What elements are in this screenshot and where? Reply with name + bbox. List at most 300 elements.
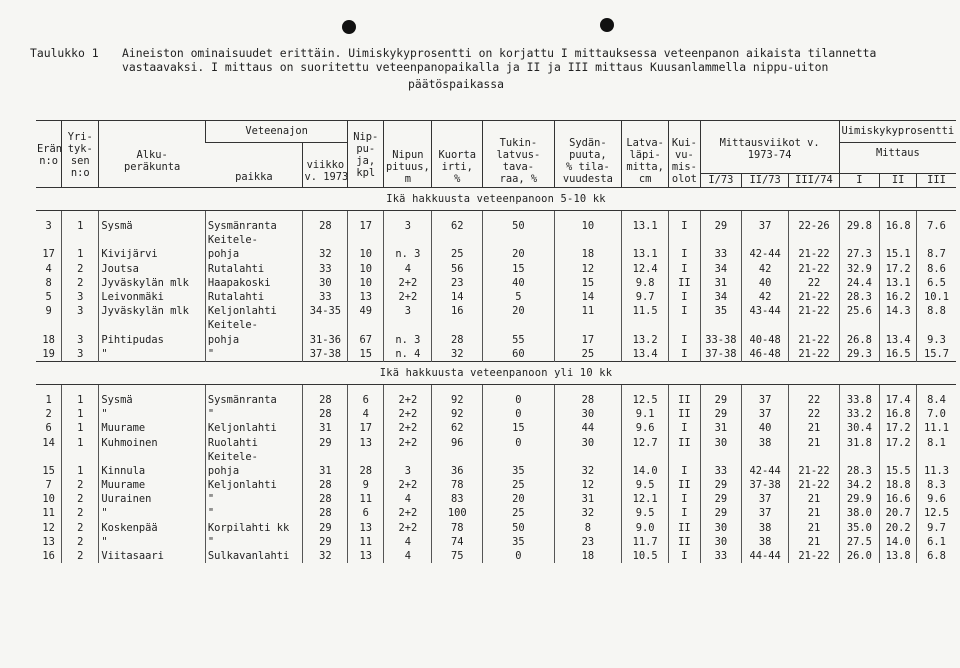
table-cell: 21 [789,421,840,435]
table-row [36,407,956,421]
table-cell [554,450,621,464]
table-cell: 33.8 [839,393,879,407]
table-row [36,492,956,506]
header-kuivumisolot: Kui- vu- mis- olot [669,121,700,188]
table-cell: 4 [45,262,52,275]
table-cell: Keljonlahti [205,478,303,492]
table-cell: 1 [45,393,52,406]
table-cell: 25 [482,478,554,492]
table-cell: 62 [432,421,482,435]
table-cell: 11 [348,535,384,549]
table-cell: 62 [432,219,482,233]
table-cell [839,233,879,247]
table-cell: 12 [554,478,621,492]
table-cell: 14 [432,290,482,304]
table-row [36,464,956,478]
table-cell: 21 [789,492,840,506]
table-cell: 8 [554,521,621,535]
table-cell [917,450,956,464]
table-cell: 37 [742,407,789,421]
table-cell: " [99,347,206,362]
table-cell: 28 [554,393,621,407]
table-cell: 26.8 [839,333,879,347]
table-cell: 17 [348,421,384,435]
table-cell: Ruolahti [205,435,303,449]
table-cell: 12.4 [622,262,669,276]
table-cell: 31.8 [839,435,879,449]
table-cell: 12.5 [622,393,669,407]
table-cell: 16.6 [880,492,917,506]
table-cell: 4 [384,535,432,549]
table-cell: " [205,407,303,421]
table-cell: 13.2 [622,333,669,347]
table-cell: 28 [348,464,384,478]
table-cell: 8.8 [917,304,956,318]
table-cell: Uurainen [99,492,206,506]
spacer-cell [554,384,621,393]
table-cell: 2 [45,408,52,421]
table-cell: 2 [62,492,99,506]
table-cell: 30 [303,276,348,290]
table-cell: II [669,435,700,449]
table-cell: 9.5 [622,478,669,492]
table-cell: 31-36 [303,333,348,347]
table-cell: 56 [432,262,482,276]
table-cell: 29.9 [839,492,879,506]
spacer-cell [348,384,384,393]
table-row [36,276,956,290]
table-cell: 9.0 [622,521,669,535]
table-cell: 15 [482,421,554,435]
table-cell: 33 [700,549,742,563]
table-row [36,478,956,492]
table-cell: 3 [62,290,99,304]
header-paikka: paikka [235,171,273,183]
table-cell: Sysmä [99,219,206,233]
table-cell: Korpilahti kk [205,521,303,535]
table-cell: 31 [700,421,742,435]
table-cell: 34.2 [839,478,879,492]
table-cell: II [669,276,700,290]
table-cell: 12.7 [622,435,669,449]
header-veteenajon: Veteenajon [205,121,347,143]
table-cell: 13 [42,535,55,548]
spacer-cell [742,384,789,393]
table-cell: 8.6 [917,262,956,276]
table-cell: I [669,421,700,435]
table-cell [669,318,700,332]
table-cell: 37 [742,506,789,520]
table-row [36,333,956,347]
table-cell: 6.1 [917,535,956,549]
table-cell: pohja [205,333,303,347]
table-cell: 26.0 [839,549,879,563]
header-tukin-latvustavaraa: Tukin- latvus- tava- raa, % [482,121,554,188]
header-mittaus-ii: II [880,174,917,188]
table-cell: Sysmä [99,393,206,407]
table-cell: Keitele- [205,450,303,464]
table-cell: Jyväskylän mlk [99,276,206,290]
table-cell: 22 [789,393,840,407]
table-cell: 1 [62,219,99,233]
table-row [36,549,956,563]
table-cell: 10.5 [622,549,669,563]
table-cell: 11 [348,492,384,506]
table-cell: 21 [789,435,840,449]
table-cell: 21-22 [789,262,840,276]
table-cell: 27.5 [839,535,879,549]
table-cell: 5 [482,290,554,304]
table-cell: 9.7 [622,290,669,304]
table-cell: 40 [742,276,789,290]
table-cell [303,450,348,464]
table-cell [742,233,789,247]
table-cell: 15 [42,464,55,477]
table-cell: I [669,464,700,478]
table-cell: 11.7 [622,535,669,549]
table-cell: 2+2 [384,521,432,535]
table-cell: " [205,492,303,506]
spacer-cell [432,211,482,220]
table-cell: 13 [348,549,384,563]
table-cell: 40 [482,276,554,290]
table-cell: Koskenpää [99,521,206,535]
table-cell [348,318,384,332]
table-cell: 29 [700,506,742,520]
table-row [36,421,956,435]
header-mittausviikot: Mittausviikot v. 1973-74 [700,121,839,174]
table-cell: 35.0 [839,521,879,535]
table-cell: 100 [432,506,482,520]
table-cell: 4 [348,407,384,421]
header-yritys: Yri- tyk- sen n:o [62,121,99,188]
table-cell: 11 [42,507,55,520]
table-cell: 10 [348,247,384,261]
table-cell: 33-38 [700,333,742,347]
table-cell: 30.4 [839,421,879,435]
table-cell: Muurame [99,478,206,492]
table-cell: 21-22 [789,304,840,318]
table-cell: 34-35 [303,304,348,318]
table-row [36,304,956,318]
table-cell: I [669,290,700,304]
spacer-cell [880,384,917,393]
table-cell: " [99,407,206,421]
table-cell: 11 [554,304,621,318]
table-row [36,318,956,332]
table-cell: 21-22 [789,333,840,347]
table-header [36,121,956,188]
spacer-cell [205,384,303,393]
table-cell: 28 [303,393,348,407]
spacer-cell [482,384,554,393]
spacer-cell [36,384,62,393]
table-cell: " [99,535,206,549]
table-cell: 10 [348,276,384,290]
table-cell: Sysmänranta [205,219,303,233]
table-cell [62,233,99,247]
table-cell [99,318,206,332]
table-cell: 24.4 [839,276,879,290]
table-row [36,535,956,549]
spacer-cell [622,211,669,220]
section-header-row [36,188,956,211]
table-cell: 2 [62,478,99,492]
table-cell: 9.1 [622,407,669,421]
table-cell [36,450,62,464]
table-cell: 7.6 [917,219,956,233]
spacer-cell [622,384,669,393]
table-cell: 34 [700,290,742,304]
table-cell: 29 [700,478,742,492]
table-cell: 49 [348,304,384,318]
table-cell: 1 [62,435,99,449]
spacer-cell [839,384,879,393]
table-cell: 13.8 [880,549,917,563]
table-cell: 20 [482,247,554,261]
table-cell [839,450,879,464]
table-cell: 13.1 [622,219,669,233]
spacer-cell [303,384,348,393]
table-cell: Joutsa [99,262,206,276]
table-cell [742,450,789,464]
table-cell: 2 [62,535,99,549]
table-cell: I [669,219,700,233]
table-cell: 21-22 [789,247,840,261]
table-cell: 33.2 [839,407,879,421]
table-cell: 78 [432,478,482,492]
table-cell: 7 [45,479,52,492]
header-eran: Erän n:o [36,121,62,188]
table-cell: 33 [303,262,348,276]
table-cell: 67 [348,333,384,347]
table-cell: " [205,535,303,549]
table-cell [789,450,840,464]
table-cell: Keitele- [205,318,303,332]
table-cell: 1 [62,393,99,407]
table-cell: II [669,521,700,535]
spacer-row [36,384,956,393]
table-cell: 22 [789,407,840,421]
table-cell: 3 [384,464,432,478]
table-cell: 9.7 [917,521,956,535]
table-cell: 37-38 [303,347,348,362]
table-cell: I [669,492,700,506]
table-cell: 4 [384,549,432,563]
table-cell: 35 [482,464,554,478]
table-cell [432,233,482,247]
header-kuorta-irti: Kuorta irti, % [432,121,482,188]
punch-hole-dot [600,18,614,32]
table-cell: 14.3 [880,304,917,318]
table-cell: 3 [62,347,99,362]
header-mv-i: I/73 [700,174,742,188]
table-cell: 12.5 [917,506,956,520]
table-cell: Haapakoski [205,276,303,290]
table-cell: 2 [62,262,99,276]
table-cell: 15 [554,276,621,290]
header-latvalapimitta: Latva- läpi- mitta, cm [622,121,669,188]
table-cell: 13 [348,521,384,535]
table-cell [880,450,917,464]
table-cell: 32 [303,247,348,261]
table-label: Taulukko 1 [30,46,99,60]
table-cell: 31 [303,464,348,478]
table-cell: 2 [62,506,99,520]
table-cell: 18.8 [880,478,917,492]
header-mittaus-iii: III [917,174,956,188]
table-cell: 10 [554,219,621,233]
table-cell: 42-44 [742,464,789,478]
table-cell: 25 [432,247,482,261]
table-cell: " [99,506,206,520]
table-cell: 9.8 [622,276,669,290]
table-cell: 0 [482,435,554,449]
table-cell: 6 [348,393,384,407]
header-sydanpuuta: Sydän- puuta, % tila- vuudesta [554,121,621,188]
table-cell: 17.4 [880,393,917,407]
table-cell: Pihtipudas [99,333,206,347]
table-cell [348,450,384,464]
table-cell: 6.8 [917,549,956,563]
table-cell [482,318,554,332]
table-cell: 9.6 [622,421,669,435]
header-mittaus: Mittaus [839,143,956,174]
table-cell: 11.5 [622,304,669,318]
table-cell [384,450,432,464]
table-cell: 78 [432,521,482,535]
spacer-cell [880,211,917,220]
table-cell: 14.0 [880,535,917,549]
table-cell: Kivijärvi [99,247,206,261]
table-cell: I [669,247,700,261]
table-cell: 1 [62,421,99,435]
table-cell: I [669,347,700,362]
table-cell: 2+2 [384,478,432,492]
table-cell: 20 [482,492,554,506]
table-cell: 4 [384,262,432,276]
table-cell: 2+2 [384,506,432,520]
table-cell: 29 [700,492,742,506]
table-cell: 30 [554,407,621,421]
table-cell: 28.3 [839,464,879,478]
table-cell: 8.7 [917,247,956,261]
table-cell: 21-22 [789,478,840,492]
table-cell: II [669,535,700,549]
table-cell: 27.3 [839,247,879,261]
table-row [36,290,956,304]
table-cell: 1 [62,464,99,478]
table-cell [742,318,789,332]
table-cell: 1 [62,247,99,261]
table-cell [432,318,482,332]
spacer-cell [839,211,879,220]
table-cell: 0 [482,393,554,407]
table-cell: 37-38 [700,347,742,362]
table-cell: 29 [700,393,742,407]
table-cell: 75 [432,549,482,563]
table-cell [880,318,917,332]
table-cell: 11.1 [917,421,956,435]
header-mv-iii: III/74 [789,174,840,188]
table-cell: pohja [205,247,303,261]
table-cell: 15 [348,347,384,362]
table-cell [917,233,956,247]
spacer-cell [669,211,700,220]
table-cell: 20 [482,304,554,318]
table-cell: 35 [700,304,742,318]
table-cell: 17.2 [880,435,917,449]
table-cell: 4 [384,492,432,506]
table-cell [622,318,669,332]
table-cell: 92 [432,407,482,421]
table-cell: 0 [482,407,554,421]
spacer-cell [384,384,432,393]
table-cell: 42 [742,262,789,276]
table-cell: 31 [303,421,348,435]
table-cell: 38 [742,521,789,535]
table-cell: 14.0 [622,464,669,478]
table-cell: 2+2 [384,290,432,304]
table-cell: 38 [742,535,789,549]
table-row [36,347,956,362]
section-header-row [36,361,956,384]
section-title: Ikä hakkuusta veteenpanoon 5-10 kk [36,188,956,211]
table-cell [384,318,432,332]
table-cell: 29 [700,219,742,233]
table-cell: 13 [348,435,384,449]
table-body [36,188,956,564]
spacer-cell [348,211,384,220]
table-cell: 38.0 [839,506,879,520]
table-cell: 21 [789,535,840,549]
table-cell: 29.8 [839,219,879,233]
spacer-cell [99,384,206,393]
table-cell: 3 [62,304,99,318]
table-cell: 29 [700,407,742,421]
table-cell: 40 [742,421,789,435]
table-cell: 8.1 [917,435,956,449]
table-cell: 2+2 [384,421,432,435]
table-cell: 44 [554,421,621,435]
table-cell: I [669,262,700,276]
table-cell: 55 [482,333,554,347]
table-cell: 8.4 [917,393,956,407]
table-cell: Keljonlahti [205,304,303,318]
table-cell: 42-44 [742,247,789,261]
table-cell: 2+2 [384,435,432,449]
table-cell: Leivonmäki [99,290,206,304]
table-cell: 3 [384,304,432,318]
table-cell [482,233,554,247]
table-cell [839,318,879,332]
table-cell [554,233,621,247]
table-cell: 32 [554,506,621,520]
table-cell: 17.2 [880,262,917,276]
table-row [36,219,956,233]
table-cell: 13.1 [622,247,669,261]
header-alkuperakunta: Alku- peräkunta [99,121,206,188]
table-cell: 83 [432,492,482,506]
table-cell: 16.2 [880,290,917,304]
table-cell: 32.9 [839,262,879,276]
data-table [36,120,956,563]
table-cell: 60 [482,347,554,362]
table-cell: 18 [554,549,621,563]
spacer-cell [700,211,742,220]
spacer-cell [742,211,789,220]
table-cell [700,318,742,332]
